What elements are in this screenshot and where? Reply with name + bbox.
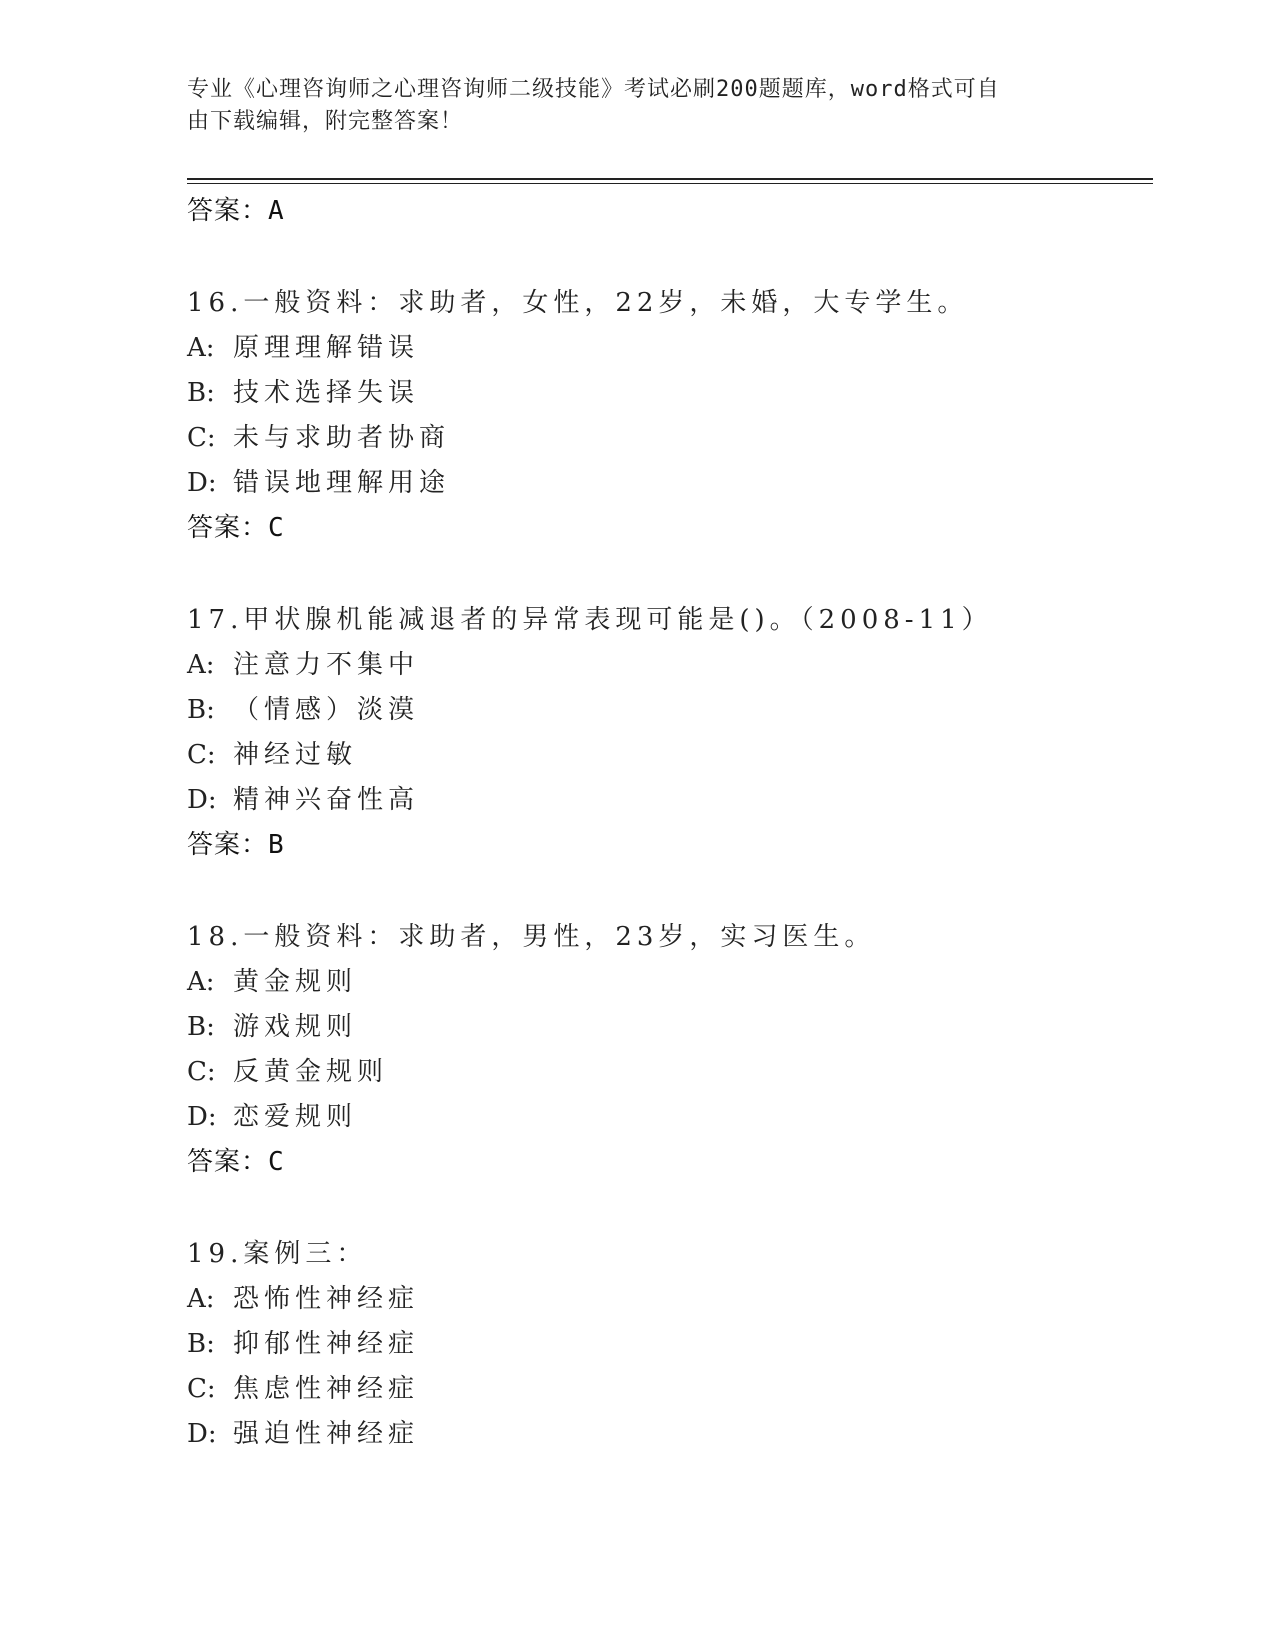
option-letter: D:	[187, 468, 217, 498]
option-letter: A:	[187, 333, 215, 363]
option-text: 游戏规则	[233, 1012, 358, 1042]
spacer	[187, 868, 1153, 915]
option-text: 黄金规则	[233, 967, 358, 997]
option-text: 神经过敏	[233, 740, 358, 770]
option-b	[187, 688, 1153, 733]
option-text: （情感）淡漠	[233, 695, 420, 725]
option-text: 强迫性神经症	[233, 1419, 420, 1449]
option-letter: B:	[187, 1329, 215, 1359]
header-divider-thin	[187, 183, 1153, 184]
option-text: 原理理解错误	[233, 333, 420, 363]
option-letter: B:	[187, 378, 215, 408]
option-letter: A:	[187, 1284, 215, 1314]
option-c	[187, 416, 1153, 461]
option-letter: D:	[187, 785, 217, 815]
option-letter: A:	[187, 967, 215, 997]
header-line-1: 专业《心理咨询师之心理咨询师二级技能》考试必刷200题题库，word格式可自	[187, 77, 1000, 102]
option-a	[187, 643, 1153, 688]
option-text: 错误地理解用途	[233, 468, 451, 498]
option-c	[187, 1367, 1153, 1412]
option-text: 反黄金规则	[233, 1057, 389, 1087]
option-d	[187, 778, 1153, 823]
question-text: 17.甲状腺机能减退者的异常表现可能是()。（2008-11）	[187, 605, 993, 635]
spacer	[187, 1185, 1153, 1232]
header-line-2: 由下载编辑，附完整答案！	[187, 109, 464, 134]
question-list	[187, 189, 1153, 1457]
option-c	[187, 1050, 1153, 1095]
document-header	[187, 74, 1067, 138]
answer-line: 答案：B	[187, 830, 285, 860]
option-letter: A:	[187, 650, 215, 680]
option-text: 恐怖性神经症	[233, 1284, 420, 1314]
option-c	[187, 733, 1153, 778]
spacer	[187, 234, 1153, 281]
option-text: 恋爱规则	[233, 1102, 358, 1132]
option-a	[187, 960, 1153, 1005]
question-text: 16.一般资料：求助者，女性，22岁，未婚，大专学生。	[187, 288, 969, 318]
option-d	[187, 461, 1153, 506]
option-letter: B:	[187, 1012, 215, 1042]
option-text: 注意力不集中	[233, 650, 420, 680]
option-b	[187, 1322, 1153, 1367]
option-letter: D:	[187, 1419, 217, 1449]
answer-line: 答案：C	[187, 513, 285, 543]
spacer	[187, 551, 1153, 598]
option-b	[187, 371, 1153, 416]
option-text: 精神兴奋性高	[233, 785, 420, 815]
question-text: 19.案例三：	[187, 1239, 368, 1269]
answer-line: 答案：A	[187, 196, 285, 226]
option-text: 抑郁性神经症	[233, 1329, 420, 1359]
option-letter: B:	[187, 695, 215, 725]
option-a	[187, 1277, 1153, 1322]
option-letter: D:	[187, 1102, 217, 1132]
option-text: 未与求助者协商	[233, 423, 451, 453]
option-letter: C:	[187, 740, 216, 770]
question-text: 18.一般资料：求助者，男性，23岁，实习医生。	[187, 922, 876, 952]
header-divider	[187, 178, 1153, 180]
option-a	[187, 326, 1153, 371]
option-b	[187, 1005, 1153, 1050]
option-text: 技术选择失误	[233, 378, 420, 408]
option-text: 焦虑性神经症	[233, 1374, 420, 1404]
answer-line: 答案：C	[187, 1147, 285, 1177]
option-letter: C:	[187, 423, 216, 453]
option-d	[187, 1412, 1153, 1457]
option-letter: C:	[187, 1057, 216, 1087]
option-d	[187, 1095, 1153, 1140]
option-letter: C:	[187, 1374, 216, 1404]
